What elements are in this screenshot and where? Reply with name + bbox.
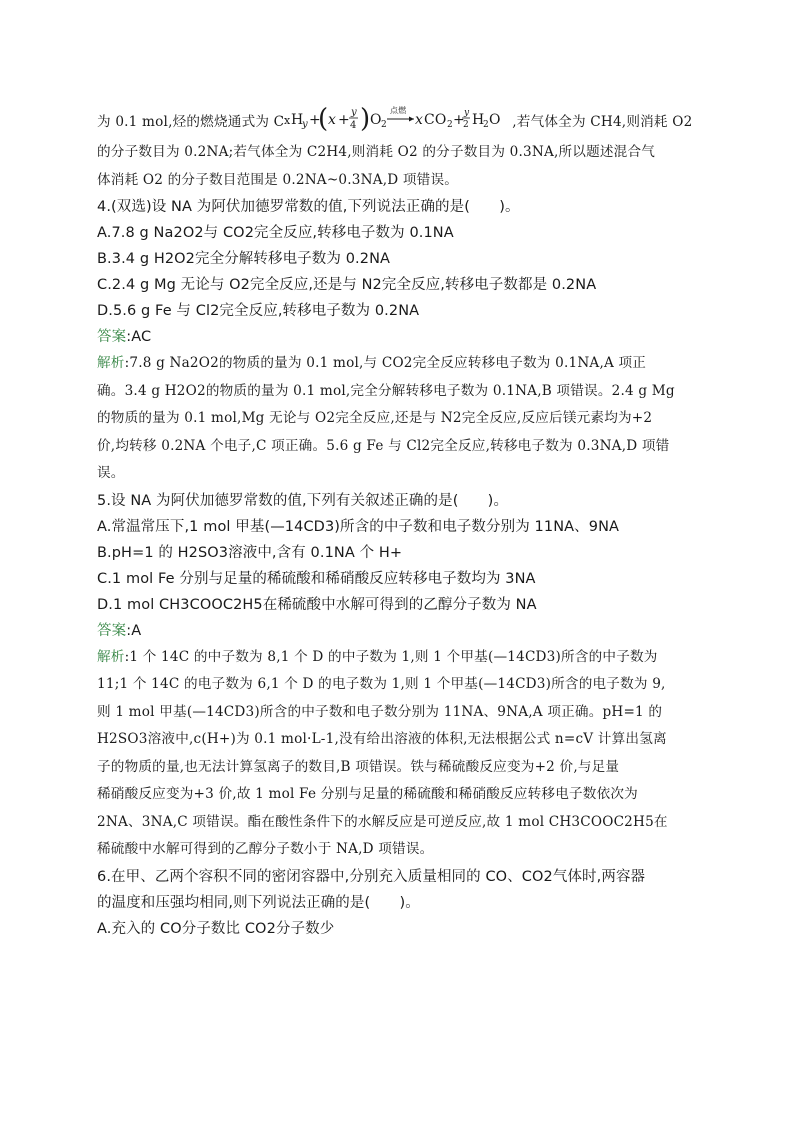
q4-explain-label: 解析	[97, 355, 125, 371]
svg-text:H: H	[472, 112, 485, 128]
svg-text:O: O	[489, 112, 501, 128]
svg-text:4: 4	[350, 120, 357, 131]
q5-explain-label: 解析	[97, 648, 125, 665]
svg-text:): )	[360, 104, 371, 134]
q6-stem-line-2: 的温度和压强均相同,则下列说法正确的是( )。	[97, 894, 420, 911]
intro-line-3: 体消耗 O2 的分子数目范围是 0.2NA~0.3NA,D 项错误。	[97, 171, 459, 188]
q5-explain-line-5: 子的物质的量,也无法计算氢离子的数目,B 项错误。铁与稀硫酸反应变为+2 价,与足量	[97, 758, 620, 775]
svg-text:CO: CO	[424, 112, 447, 128]
svg-text:y: y	[464, 108, 470, 118]
q5-explain-line-8: 稀硫酸中水解可得到的乙醇分子数小于 NA,D 项错误。	[97, 841, 434, 857]
q4-answer	[97, 324, 707, 350]
q4-answer-value: :AC	[126, 329, 152, 345]
q4-option-b: B.3.4 g H2O2完全分解转移电子数为 0.2NA	[97, 251, 391, 267]
q4-explain-text-1: :7.8 g Na2O2的物质的量为 0.1 mol,与 CO2完全反应转移电子数为 0.1NA,A 项正	[124, 355, 647, 371]
q6-stem-line-1: 6.在甲、乙两个容积不同的密闭容器中,分别充入质量相同的 CO、CO2气体时,两容器	[97, 868, 646, 885]
q4-explain-line-3: 的物质的量为 0.1 mol,Mg 无论与 O2完全反应,还是与 N2完全反应,反应后镁元素均为+2	[97, 410, 653, 426]
q5-option-b: B.pH=1 的 H2SO3溶液中,含有 0.1NA 个 H+	[97, 544, 403, 561]
intro-line1-post: ,若气体全为 CH4,则消耗 O2	[512, 114, 693, 130]
combustion-formula	[284, 102, 512, 136]
intro-line-2: 的分子数目为 0.2NA;若气体全为 C2H4,则消耗 O2 的分子数目为 0.3NA,所以题述混合气	[97, 144, 656, 160]
q5-answer-value: :A	[126, 622, 142, 639]
q4-explain-line-2: 确。3.4 g H2O2的物质的量为 0.1 mol,完全分解转移电子数为 0.1NA,B 项错误。2.4 g Mg	[97, 382, 675, 399]
svg-text:H: H	[291, 112, 304, 128]
q5-explain-line-6: 稀硝酸反应变为+3 价,故 1 mol Fe 分别与足量的稀硫酸和稀硝酸反应转移电子数依次为	[97, 786, 638, 802]
q5-explain-line-7: 2NA、3NA,C 项错误。酯在酸性条件下的水解反应是可逆反应,故 1 mol CH3COOC2H5在	[97, 813, 668, 830]
q5-stem: 5.设 NA 为阿伏加德罗常数的值,下列有关叙述正确的是( )。	[97, 492, 509, 509]
svg-text:x: x	[284, 114, 291, 127]
q5-explain-line-1	[97, 644, 707, 672]
svg-text:+: +	[453, 112, 466, 128]
svg-text:y: y	[302, 119, 309, 130]
q5-option-a: A.常温常压下,1 mol 甲基(—14CD3)所含的中子数和电子数分别为 11NA、9NA	[97, 518, 620, 535]
q5-option-d: D.1 mol CH3COOC2H5在稀硫酸中水解可得到的乙醇分子数为 NA	[97, 596, 537, 613]
svg-text:x: x	[328, 112, 337, 128]
q5-explain-text-1: :1 个 14C 的中子数为 8,1 个 D 的中子数为 1,则 1 个甲基(—14CD3)所含的中子数为	[124, 648, 658, 665]
svg-text:(: (	[318, 104, 329, 134]
svg-text:2: 2	[463, 120, 470, 130]
q4-stem: 4.(双选)设 NA 为阿伏加德罗常数的值,下列说法正确的是( )。	[97, 199, 520, 215]
intro-line1-pre: 为 0.1 mol,烃的燃烧通式为 C	[97, 114, 285, 130]
document-page	[97, 102, 707, 942]
svg-text:+: +	[309, 112, 322, 128]
q5-option-c: C.1 mol Fe 分别与足量的稀硫酸和稀硝酸反应转移电子数均为 3NA	[97, 570, 536, 587]
q6-option-a: A.充入的 CO分子数比 CO2分子数少	[97, 920, 335, 937]
q4-option-d: D.5.6 g Fe 与 Cl2完全反应,转移电子数为 0.2NA	[97, 303, 420, 319]
svg-text:+: +	[338, 112, 351, 128]
q5-explain-line-4: H2SO3溶液中,c(H+)为 0.1 mol·L-1,没有给出溶液的体积,无法根据公式 n=cV 计算出氢离	[97, 731, 667, 747]
svg-text:y: y	[351, 107, 358, 118]
q4-explain-line-5: 误。	[97, 465, 125, 481]
q4-explain-line-1	[97, 350, 707, 378]
q4-answer-label: 答案	[97, 329, 127, 345]
q4-option-c: C.2.4 g Mg 无论与 O2完全反应,还是与 N2完全反应,转移电子数都是 0.2NA	[97, 277, 597, 293]
q5-answer	[97, 618, 707, 644]
q4-option-a: A.7.8 g Na2O2与 CO2完全反应,转移电子数为 0.1NA	[97, 225, 454, 241]
svg-text:O: O	[370, 112, 382, 128]
q5-explain-line-2: 11;1 个 14C 的电子数为 6,1 个 D 的电子数为 1,则 1 个甲基(—14CD3)所含的电子数为 9,	[97, 676, 666, 692]
q4-explain-line-4: 价,均转移 0.2NA 个电子,C 项正确。5.6 g Fe 与 Cl2完全反应,转移电子数为 0.3NA,D 项错	[97, 437, 670, 454]
svg-text:x: x	[415, 112, 424, 128]
svg-text:2: 2	[447, 120, 454, 130]
intro-line-1	[97, 102, 707, 139]
q5-answer-label: 答案	[97, 622, 127, 639]
q5-explain-line-3: 则 1 mol 甲基(—14CD3)所含的中子数和电子数分别为 11NA、9NA,A 项正确。pH=1 的	[97, 703, 663, 720]
svg-text:2: 2	[483, 120, 490, 130]
condition-label: 点燃	[390, 106, 407, 115]
svg-text:2: 2	[381, 120, 388, 130]
